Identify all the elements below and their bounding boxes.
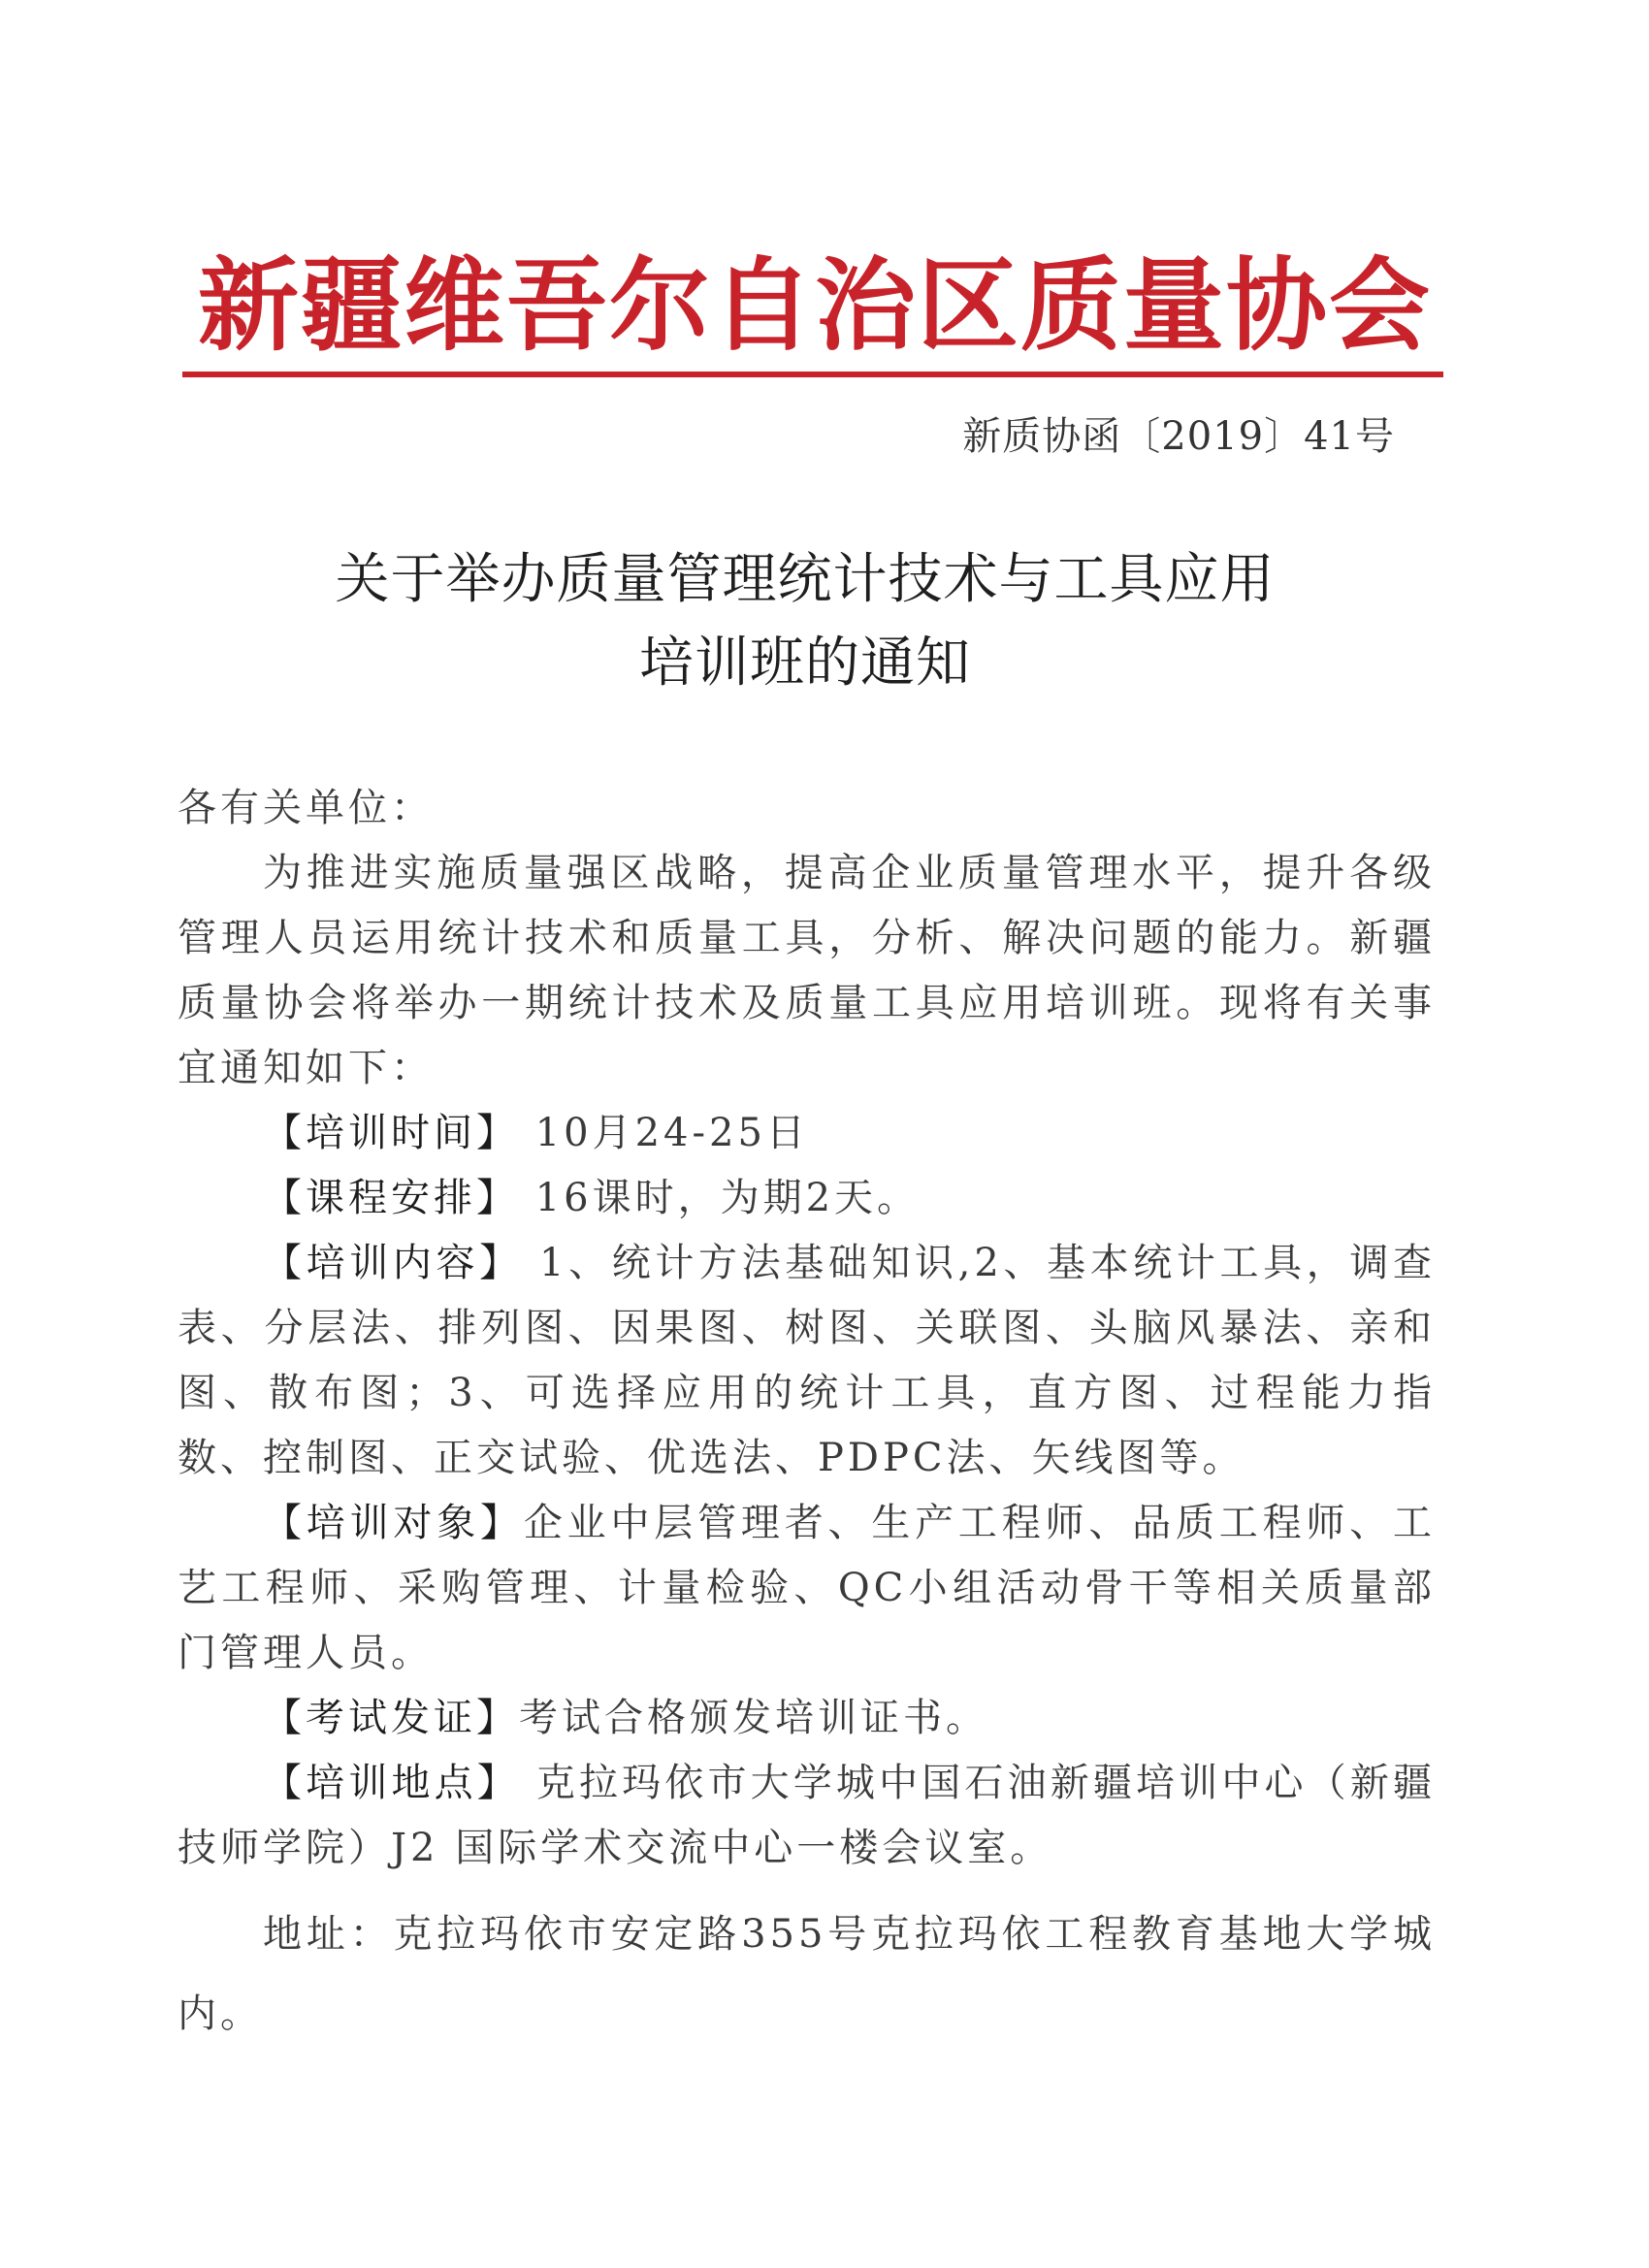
- organization-name-header: 新疆维吾尔自治区质量协会: [197, 246, 1432, 365]
- intro-paragraph: 为推进实施质量强区战略，提高企业质量管理水平，提升各级管理人员运用统计技术和质量工具，分析、解决问题的能力。新疆质量协会将举办一期统计技术及质量工具应用培训班。现将有关事宜通知如下：: [178, 851, 1436, 1090]
- item-text: 克拉玛依市大学城中国石油新疆培训中心（新疆技师学院）J2 国际学术交流中心一楼会议室。: [178, 1761, 1436, 1870]
- item-text: 企业中层管理者、生产工程师、品质工程师、工艺工程师、采购管理、计量检验、QC小组活动骨干等相关质量部门管理人员。: [178, 1501, 1437, 1675]
- item-label: 【培训地点】: [263, 1761, 520, 1805]
- item-label: 【考试发证】: [263, 1696, 519, 1740]
- item-label: 【培训内容】: [263, 1241, 523, 1285]
- notice-title: [155, 538, 1455, 705]
- item-text: 考试合格颁发培训证书。: [519, 1696, 988, 1740]
- item-training-time: [178, 1101, 1436, 1166]
- notice-title-line-2: 培训班的通知: [639, 632, 971, 695]
- item-text: 1、统计方法基础知识,2、基本统计工具，调查表、分层法、排列图、因果图、树图、关联图、头脑风暴法、亲和图、散布图；3、可选择应用的统计工具，直方图、过程能力指数、控制图、正交试验、优选法、PDPC法、矢线图等。: [178, 1241, 1437, 1480]
- item-text: 10月24-25日: [519, 1111, 809, 1155]
- salutation: 各有关单位：: [178, 786, 434, 830]
- item-label: 【课程安排】: [263, 1176, 519, 1220]
- address-paragraph: 地址：克拉玛依市安定路355号克拉玛依工程教育基地大学城内。: [178, 1912, 1436, 2036]
- notice-body: [178, 776, 1436, 2054]
- red-header-rule: [182, 372, 1443, 377]
- item-label: 【培训时间】: [263, 1111, 519, 1155]
- item-label: 【培训对象】: [263, 1501, 524, 1545]
- item-course-schedule: [178, 1166, 1436, 1231]
- item-text: 16课时，为期2天。: [519, 1176, 921, 1220]
- item-training-audience: [178, 1491, 1436, 1686]
- document-number: 新质协函〔2019〕41号: [962, 414, 1395, 459]
- item-training-content: [178, 1231, 1436, 1491]
- item-exam-certificate: [178, 1686, 1436, 1751]
- item-training-location: [178, 1751, 1436, 1881]
- notice-title-line-1: 关于举办质量管理统计技术与工具应用: [335, 548, 1276, 611]
